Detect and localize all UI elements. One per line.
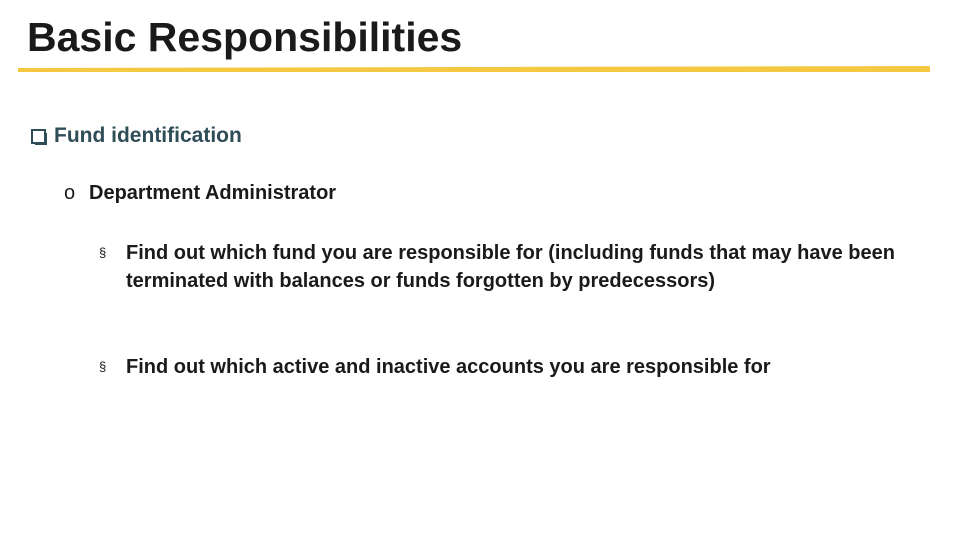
bullet-level2-text: Department Administrator (89, 182, 337, 204)
slide-title: Basic Responsibilities (27, 14, 463, 60)
bullet-level3 (99, 239, 926, 295)
bullet-level2 (64, 182, 336, 205)
bullet-level3 (99, 353, 926, 381)
bullet-level3-text: Find out which fund you are responsible for (including funds that may have been terminated with balances or funds forgotten by predecessors) (126, 242, 895, 292)
bullet-level3-text: Find out which active and inactive accounts you are responsible for (126, 356, 771, 378)
section-bullet-marker: § (99, 245, 107, 260)
checkbox-square-icon (30, 125, 48, 147)
section-bullet-marker: § (99, 359, 107, 374)
bullet-level1 (30, 124, 242, 148)
bullet-level1-text: Fund identification (54, 124, 242, 147)
circle-bullet-marker: o (64, 182, 76, 204)
title-underline (18, 66, 930, 72)
